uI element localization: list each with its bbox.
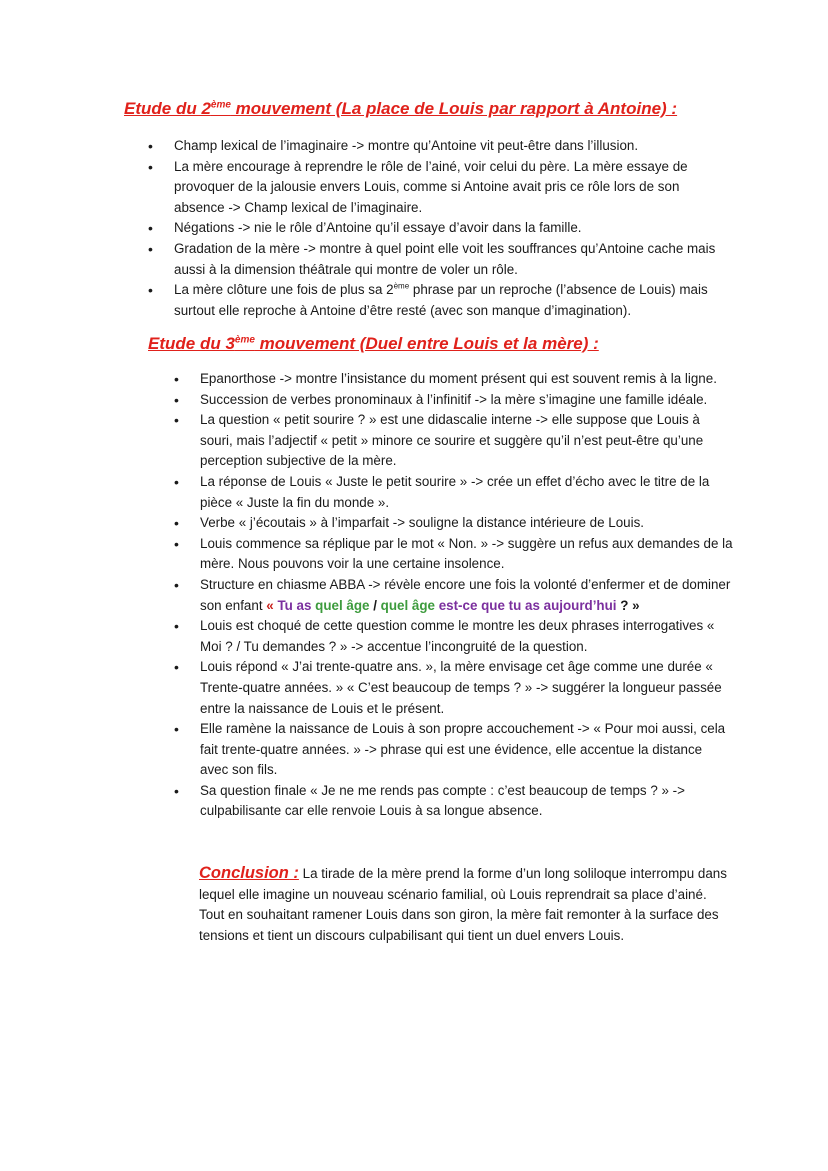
item-superscript: ème	[393, 281, 410, 291]
conclusion-label: Conclusion :	[199, 864, 299, 882]
list-item: • Négations -> nie le rôle d’Antoine qu’il essaye d’avoir dans la famille.	[148, 218, 728, 239]
section-3-heading	[148, 333, 599, 355]
list-item: • Louis répond « J’ai trente-quatre ans. », la mère envisage cet âge comme une durée « Trente-quatre années. » « C’est beaucoup de temps ? » -> suggérer la longueur passée entre la naissance de Louis et le présent.	[174, 657, 734, 719]
item-text: phrase par un reproche (l’absence de Louis) mais surtout elle reproche à Antoine d’être resté (avec son manque d’imagination).	[174, 282, 708, 318]
list-item	[148, 280, 728, 321]
heading-superscript: ème	[210, 99, 231, 111]
chiasme-b1: quel âge	[315, 597, 370, 613]
list-item: • Epanorthose -> montre l’insistance du moment présent qui est souvent remis à la ligne.	[174, 369, 734, 390]
list-item: • Elle ramène la naissance de Louis à son propre accouchement -> « Pour moi aussi, cela fait trente-quatre années. » -> phrase qui est une évidence, elle accentue la distance avec son fils.	[174, 719, 734, 781]
list-item-chiasme	[174, 575, 734, 616]
list-item: • Louis commence sa réplique par le mot « Non. » -> suggère un refus aux demandes de la mère. Nous pouvons voir la une certaine insolence.	[174, 534, 734, 575]
heading-text: mouvement (La place de Louis par rapport à Antoine) :	[230, 99, 678, 118]
chiasme-a1: Tu as	[277, 597, 316, 613]
list-item: • Louis est choqué de cette question comme le montre les deux phrases interrogatives « Moi ? / Tu demandes ? » -> accentue l’incongruité de la question.	[174, 616, 734, 657]
list-item: • Sa question finale « Je ne me rends pas compte : c’est beaucoup de temps ? » -> culpabilisante car elle renvoie Louis à sa longue absence.	[174, 781, 734, 822]
list-item: • La réponse de Louis « Juste le petit sourire » -> crée un effet d’écho avec le titre de la pièce « Juste la fin du monde ».	[174, 472, 734, 513]
list-item: • La question « petit sourire ? » est une didascalie interne -> elle suppose que Louis à souri, mais l’adjectif « petit » minore ce sourire et suggère qu’il n’est peut-être qu’une perception subjective de la mère.	[174, 410, 734, 472]
conclusion-text: La tirade de la mère prend la forme d’un long soliloque interrompu dans lequel elle imagine un nouveau scénario familial, où Louis reprendrait sa place d’ainé. Tout en souhaitant ramener Louis dans son giron, la mère fait remonter à la surface des tensions et tient un discours culpabilisant qui tient un duel envers Louis.	[199, 866, 727, 943]
list-item: • La mère encourage à reprendre le rôle de l’ainé, voir celui du père. La mère essaye de provoquer de la jalousie envers Louis, comme si Antoine avait pris ce rôle lors de son absence -> Champ lexical de l’imaginaire.	[148, 157, 728, 219]
section-2-heading	[124, 98, 677, 120]
heading-superscript: ème	[234, 334, 255, 346]
section-3-bullet-list	[174, 369, 734, 822]
chiasme-a2: est-ce que tu as aujourd’hui	[434, 597, 617, 613]
chiasme-b2: quel âge	[380, 597, 435, 613]
list-item: • Verbe « j’écoutais » à l’imparfait -> souligne la distance intérieure de Louis.	[174, 513, 734, 534]
item-text: Structure en chiasme ABBA -> révèle encore une fois la volonté d’enfermer et de dominer son enfant	[200, 576, 731, 613]
item-text: La mère clôture une fois de plus sa 2	[174, 282, 394, 298]
quote-close: ? »	[616, 597, 640, 613]
list-item: • Champ lexical de l’imaginaire -> montre qu’Antoine vit peut-être dans l’illusion.	[148, 136, 728, 157]
list-item: • Gradation de la mère -> montre à quel point elle voit les souffrances qu’Antoine cache mais aussi à la dimension théâtrale qui montre de voler un rôle.	[148, 239, 728, 280]
heading-text: Etude du 2	[124, 99, 211, 118]
quote-open: «	[266, 597, 278, 613]
list-item: • Succession de verbes pronominaux à l’infinitif -> la mère s’imagine une famille idéale.	[174, 390, 734, 411]
section-2-bullet-list	[148, 136, 728, 321]
heading-text: Etude du 3	[148, 334, 235, 353]
conclusion-paragraph	[199, 863, 734, 946]
heading-text: mouvement (Duel entre Louis et la mère) :	[254, 334, 599, 353]
chiasme-slash: /	[369, 597, 381, 613]
